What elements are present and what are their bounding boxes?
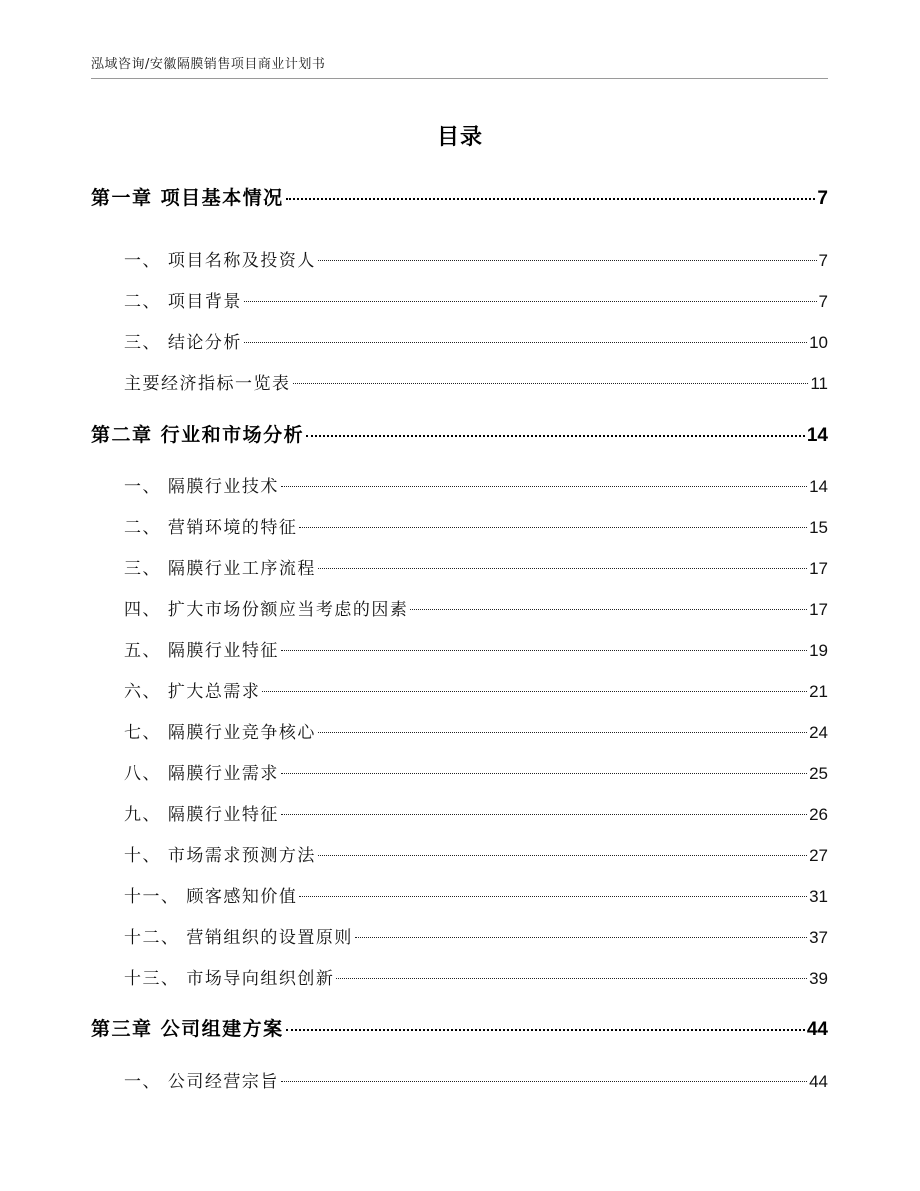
toc-entry-text: 三、 结论分析 <box>124 333 242 353</box>
toc-page-number: 11 <box>810 374 828 393</box>
dot-leader <box>281 814 807 815</box>
toc-entry[interactable] <box>91 759 828 784</box>
toc-entry-text: 六、 扩大总需求 <box>124 682 261 702</box>
toc-page-number: 17 <box>809 600 828 619</box>
toc-entry[interactable] <box>91 513 828 538</box>
toc-entry[interactable] <box>91 287 828 312</box>
toc-entry[interactable] <box>91 1067 828 1092</box>
toc-entry[interactable] <box>91 964 828 989</box>
dot-leader <box>336 978 807 979</box>
toc-entry-text: 第二章 行业和市场分析 <box>91 424 305 446</box>
toc-entry[interactable] <box>91 369 828 394</box>
toc-entry-text: 一、 项目名称及投资人 <box>124 251 316 271</box>
toc-entry[interactable] <box>91 841 828 866</box>
dot-leader <box>281 1081 807 1082</box>
page-header: 泓域咨询/安徽隔膜销售项目商业计划书 <box>91 57 326 72</box>
toc-entry[interactable] <box>91 718 828 743</box>
toc-entry-text: 四、 扩大市场份额应当考虑的因素 <box>124 600 409 620</box>
toc-entry[interactable] <box>91 882 828 907</box>
toc-page-number: 7 <box>818 292 828 311</box>
toc-entry-text: 十二、 营销组织的设置原则 <box>124 928 353 948</box>
toc-entry[interactable] <box>91 328 828 353</box>
dot-leader <box>306 435 805 437</box>
toc-entry-text: 二、 营销环境的特征 <box>124 518 298 538</box>
toc-entry-text: 第一章 项目基本情况 <box>91 187 284 209</box>
toc-entry-text: 主要经济指标一览表 <box>124 374 291 394</box>
toc-page-number: 31 <box>809 887 828 906</box>
dot-leader <box>355 937 807 938</box>
toc-entry-text: 十一、 顾客感知价值 <box>124 887 298 907</box>
toc-entry[interactable] <box>91 923 828 948</box>
dot-leader <box>293 383 809 384</box>
toc-entry[interactable] <box>91 636 828 661</box>
dot-leader <box>281 773 807 774</box>
toc-page-number: 37 <box>809 928 828 947</box>
toc-page-number: 24 <box>809 723 828 742</box>
toc-page-number: 26 <box>809 805 828 824</box>
dot-leader <box>281 486 807 487</box>
toc-entry-text: 十、 市场需求预测方法 <box>124 846 316 866</box>
toc-page-number: 44 <box>809 1072 828 1091</box>
dot-leader <box>244 301 817 302</box>
toc-entry-text: 七、 隔膜行业竞争核心 <box>124 723 316 743</box>
dot-leader <box>318 568 807 569</box>
toc-entry-text: 第三章 公司组建方案 <box>91 1018 284 1040</box>
toc-entry[interactable] <box>91 183 828 210</box>
toc-page-number: 21 <box>809 682 828 701</box>
toc-page-number: 17 <box>809 559 828 578</box>
toc-page-number: 39 <box>809 969 828 988</box>
dot-leader <box>410 609 807 610</box>
toc-entry-text: 一、 公司经营宗旨 <box>124 1072 279 1092</box>
dot-leader <box>318 732 807 733</box>
toc-entry-text: 十三、 市场导向组织创新 <box>124 969 335 989</box>
dot-leader <box>299 527 807 528</box>
toc-page-number: 15 <box>809 518 828 537</box>
toc-page-number: 27 <box>809 846 828 865</box>
dot-leader <box>281 650 807 651</box>
dot-leader <box>299 896 807 897</box>
toc-page-number: 19 <box>809 641 828 660</box>
toc-entry-text: 八、 隔膜行业需求 <box>124 764 279 784</box>
toc-page-number: 10 <box>809 333 828 352</box>
toc-entry[interactable] <box>91 800 828 825</box>
toc-entry-text: 九、 隔膜行业特征 <box>124 805 279 825</box>
toc-entry[interactable] <box>91 677 828 702</box>
header-rule <box>91 78 828 79</box>
toc-page-number: 7 <box>817 188 828 209</box>
dot-leader <box>318 260 817 261</box>
toc-page-number: 14 <box>806 425 828 446</box>
toc-entry[interactable] <box>91 595 828 620</box>
toc-page-number: 25 <box>809 764 828 783</box>
toc-page-number: 44 <box>806 1019 828 1040</box>
dot-leader <box>318 855 807 856</box>
toc-entry[interactable] <box>91 246 828 271</box>
dot-leader <box>262 691 807 692</box>
toc-entry[interactable] <box>91 554 828 579</box>
toc-entry-text: 二、 项目背景 <box>124 292 242 312</box>
dot-leader <box>286 1029 805 1031</box>
toc-title: 目录 <box>436 125 483 150</box>
toc-entry-text: 五、 隔膜行业特征 <box>124 641 279 661</box>
toc-entry[interactable] <box>91 1014 828 1041</box>
toc-page-number: 14 <box>809 477 828 496</box>
dot-leader <box>286 198 816 200</box>
toc-page-number: 7 <box>818 251 828 270</box>
toc-entry[interactable] <box>91 472 828 497</box>
toc-entry-text: 三、 隔膜行业工序流程 <box>124 559 316 579</box>
dot-leader <box>244 342 807 343</box>
toc-entry[interactable] <box>91 420 828 447</box>
toc-entry-text: 一、 隔膜行业技术 <box>124 477 279 497</box>
